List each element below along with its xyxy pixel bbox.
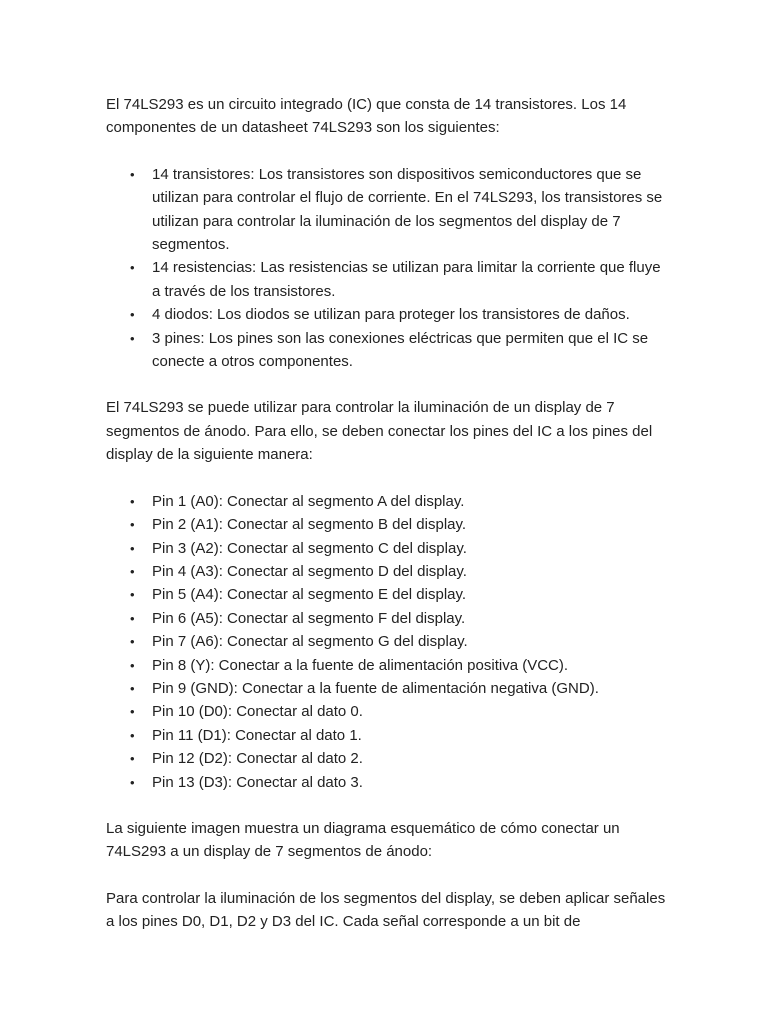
list-item-text: Pin 1 (A0): Conectar al segmento A del display. bbox=[152, 492, 465, 510]
list-item bbox=[130, 537, 666, 560]
bullet-icon: • bbox=[130, 260, 135, 276]
list-item-text: 3 pines: Los pines son las conexiones eléctricas que permiten que el IC se conecte a otros componentes. bbox=[152, 329, 649, 371]
list-item-text: Pin 5 (A4): Conectar al segmento E del display. bbox=[152, 586, 467, 604]
bullet-icon: • bbox=[130, 166, 135, 182]
list-item-text: Pin 3 (A2): Conectar al segmento C del display. bbox=[152, 539, 467, 557]
list-item bbox=[130, 724, 666, 747]
components-list bbox=[106, 163, 666, 374]
list-item-text: 4 diodos: Los diodos se utilizan para proteger los transistores de daños. bbox=[152, 306, 630, 324]
bullet-icon: • bbox=[130, 657, 135, 673]
document-body bbox=[106, 93, 666, 957]
bullet-icon: • bbox=[130, 774, 135, 790]
list-item bbox=[130, 560, 666, 583]
pin-connections-list bbox=[106, 490, 666, 794]
list-item bbox=[130, 771, 666, 794]
bullet-icon: • bbox=[130, 493, 135, 509]
list-item bbox=[130, 303, 666, 326]
intro-paragraph: El 74LS293 es un circuito integrado (IC) que consta de 14 transistores. Los 14 componentes de un datasheet 74LS293 son los siguientes: bbox=[106, 96, 627, 137]
list-item-text: Pin 7 (A6): Conectar al segmento G del display. bbox=[152, 633, 468, 651]
list-item bbox=[130, 607, 666, 630]
list-item-text: Pin 4 (A3): Conectar al segmento D del display. bbox=[152, 562, 467, 580]
bullet-icon: • bbox=[130, 517, 135, 533]
bullet-icon: • bbox=[130, 330, 135, 346]
bullet-icon: • bbox=[130, 610, 135, 626]
list-item-text: Pin 13 (D3): Conectar al dato 3. bbox=[152, 773, 363, 791]
list-item bbox=[130, 654, 666, 677]
list-item-text: Pin 11 (D1): Conectar al dato 1. bbox=[152, 726, 362, 744]
list-item bbox=[130, 700, 666, 723]
bullet-icon: • bbox=[130, 563, 135, 579]
list-item-text: 14 resistencias: Las resistencias se utilizan para limitar la corriente que fluye a través de los transistores. bbox=[152, 259, 661, 300]
list-item bbox=[130, 583, 666, 606]
diagram-intro-paragraph: La siguiente imagen muestra un diagrama esquemático de cómo conectar un 74LS293 a un display de 7 segmentos de ánodo: bbox=[106, 819, 620, 861]
bullet-icon: • bbox=[130, 680, 135, 696]
bullet-icon: • bbox=[130, 587, 135, 603]
bullet-icon: • bbox=[130, 307, 135, 323]
control-paragraph: Para controlar la iluminación de los segmentos del display, se deben aplicar señales a los pines D0, D1, D2 y D3 del IC. Cada señal corresponde a un bit de bbox=[106, 889, 666, 931]
list-item-text: Pin 10 (D0): Conectar al dato 0. bbox=[152, 703, 363, 721]
list-item bbox=[130, 747, 666, 770]
list-item bbox=[130, 677, 666, 700]
list-item bbox=[130, 513, 666, 536]
list-item bbox=[130, 256, 666, 303]
bullet-icon: • bbox=[130, 634, 135, 650]
list-item bbox=[130, 163, 666, 257]
list-item-text: 14 transistores: Los transistores son dispositivos semiconductores que se utilizan para controlar el flujo de corriente. En el 74LS293, los transistores se utilizan para controlar la iluminación de los segmentos del display de 7 segmentos. bbox=[152, 165, 663, 254]
usage-paragraph: El 74LS293 se puede utilizar para controlar la iluminación de un display de 7 segmentos de ánodo. Para ello, se deben conectar los pines del IC a los pines del display de la siguiente manera: bbox=[106, 399, 653, 464]
list-item-text: Pin 2 (A1): Conectar al segmento B del display. bbox=[152, 516, 467, 534]
list-item-text: Pin 8 (Y): Conectar a la fuente de alimentación positiva (VCC). bbox=[152, 656, 569, 674]
list-item-text: Pin 9 (GND): Conectar a la fuente de alimentación negativa (GND). bbox=[152, 679, 599, 697]
list-item-text: Pin 12 (D2): Conectar al dato 2. bbox=[152, 750, 363, 768]
list-item bbox=[130, 327, 666, 374]
bullet-icon: • bbox=[130, 751, 135, 767]
list-item bbox=[130, 490, 666, 513]
bullet-icon: • bbox=[130, 540, 135, 556]
list-item-text: Pin 6 (A5): Conectar al segmento F del display. bbox=[152, 609, 466, 627]
list-item bbox=[130, 630, 666, 653]
bullet-icon: • bbox=[130, 727, 135, 743]
bullet-icon: • bbox=[130, 704, 135, 720]
